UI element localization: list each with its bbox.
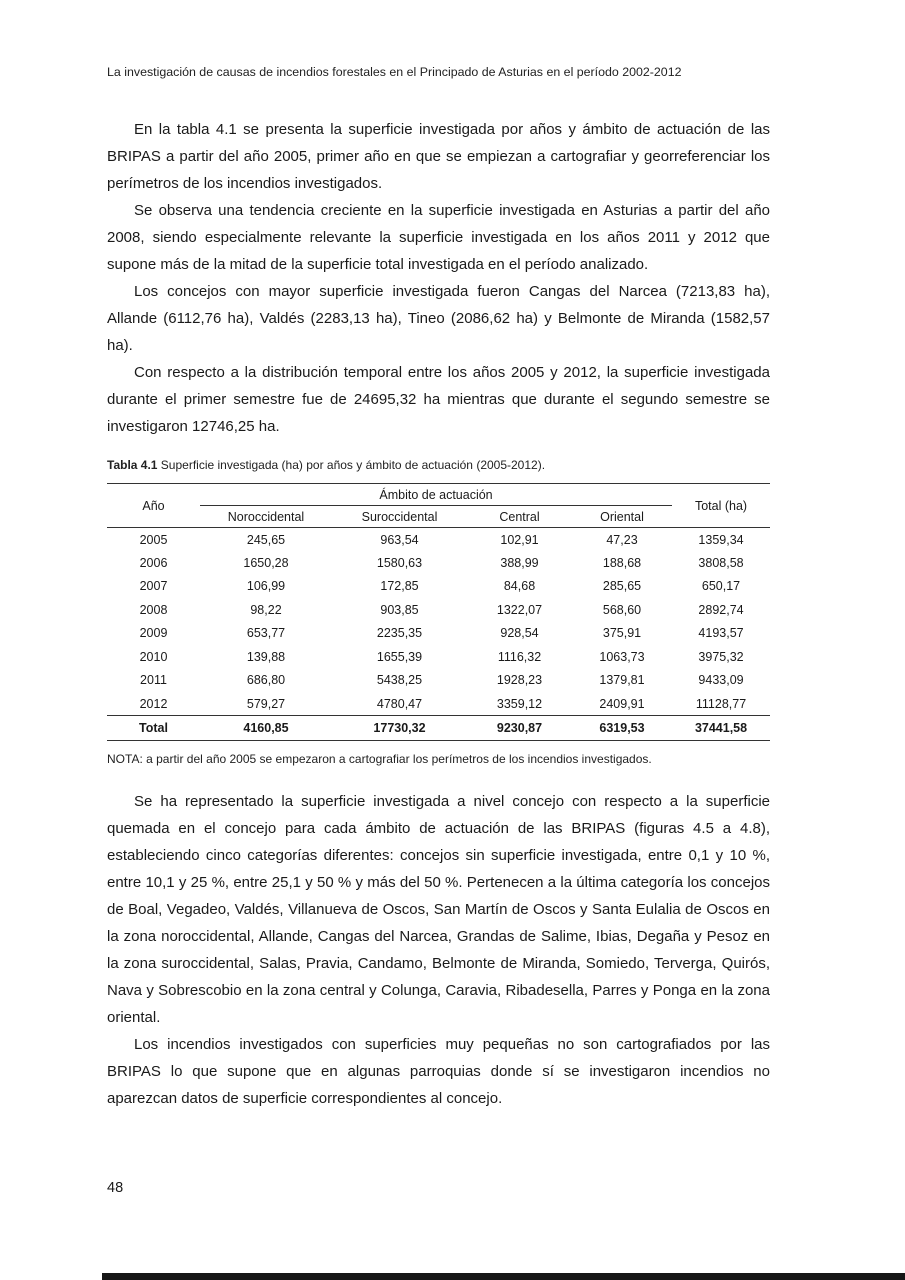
table-row bbox=[107, 551, 770, 575]
paragraph-4: Con respecto a la distribución temporal entre los años 2005 y 2012, la superficie investigada durante el primer semestre fue de 24695,32 ha mientras que durante el segundo semestre se investigaron 12746,25 ha. bbox=[107, 364, 770, 435]
col-header-noroccidental: Noroccidental bbox=[200, 506, 332, 528]
cell: 928,54 bbox=[500, 626, 539, 641]
table-total-row bbox=[107, 716, 770, 741]
table-row bbox=[107, 598, 770, 622]
col-header-total: Total (ha) bbox=[672, 484, 770, 528]
cell: 2235,35 bbox=[376, 626, 423, 641]
cell: 3975,32 bbox=[698, 649, 744, 664]
cell: 98,22 bbox=[250, 602, 282, 617]
cell: 4193,57 bbox=[698, 626, 744, 641]
table-row bbox=[107, 622, 770, 646]
total-cell: 17730,32 bbox=[332, 716, 467, 741]
cell: 172,85 bbox=[380, 579, 419, 594]
running-header: La investigación de causas de incendios forestales en el Principado de Asturias en el período 2002-2012 bbox=[107, 65, 682, 79]
next-page-edge bbox=[102, 1273, 905, 1280]
year-cell: 2010 bbox=[139, 649, 168, 664]
page-number: 48 bbox=[107, 1180, 124, 1196]
paragraph-2: Se observa una tendencia creciente en la superficie investigada en Asturias a partir del año 2008, siendo especialmente relevante la superficie investigada en los años 2011 y 2012 que supone más de la mitad de la superficie total investigada en el período analizado. bbox=[107, 202, 770, 273]
col-header-suroccidental: Suroccidental bbox=[332, 506, 467, 528]
total-label-cell: Total bbox=[107, 716, 200, 741]
cell: 1580,63 bbox=[376, 555, 423, 570]
paragraph-6: Los incendios investigados con superficies muy pequeñas no son cartografiados por las BRIPAS lo que supone que en algunas parroquias donde sí se investigaron incendios no aparezcan datos de superficie correspondientes al concejo. bbox=[107, 1036, 770, 1107]
cell: 3359,12 bbox=[496, 696, 543, 711]
cell: 1928,23 bbox=[496, 673, 543, 688]
cell: 11128,77 bbox=[695, 696, 747, 711]
cell: 106,99 bbox=[246, 579, 286, 594]
cell: 903,85 bbox=[380, 602, 419, 617]
cell: 650,17 bbox=[701, 579, 741, 594]
cell: 47,23 bbox=[606, 532, 638, 547]
cell: 1655,39 bbox=[376, 649, 423, 664]
cell: 5438,25 bbox=[376, 673, 423, 688]
page-content bbox=[107, 64, 770, 1112]
year-cell: 2012 bbox=[139, 696, 168, 711]
total-cell: 4160,85 bbox=[200, 716, 332, 741]
paragraph-1: En la tabla 4.1 se presenta la superficie investigada por años y ámbito de actuación de las BRIPAS a partir del año 2005, primer año en que se empiezan a cartografiar y georreferenciar los perímetros de los incendios investigados. bbox=[107, 121, 770, 192]
year-cell: 2011 bbox=[140, 673, 167, 688]
cell: 568,60 bbox=[602, 602, 642, 617]
cell: 388,99 bbox=[500, 555, 539, 570]
cell: 3808,58 bbox=[698, 555, 744, 570]
table-row bbox=[107, 692, 770, 716]
year-cell: 2007 bbox=[139, 579, 168, 594]
paragraph-5: Se ha representado la superficie investigada a nivel concejo con respecto a la superficie quemada en el concejo para cada ámbito de actuación de las BRIPAS (figuras 4.5 a 4.8), estableciendo cinco categorías diferentes: concejos sin superficie investigada, entre 0,1 y 10 %, entre 10,1 y 25 %, entre 25,1 y 50 % y más del 50 %. Pertenecen a la última categoría los concejos de Boal, Vegadeo, Valdés, Villanueva de Oscos, San Martín de Oscos y Santa Eulalia de Oscos en la zona noroccidental, Allande, Cangas del Narcea, Grandas de Salime, Ibias, Degaña y Pesoz en la zona suroccidental, Salas, Pravia, Candamo, Belmonte de Miranda, Somiedo, Terverga, Quirós, Nava y Sobrescobio en la zona central y Colunga, Caravia, Ribadesella, Parres y Ponga en la zona oriental. bbox=[107, 793, 770, 1026]
table-row bbox=[107, 669, 770, 693]
year-cell: 2006 bbox=[139, 555, 168, 570]
year-cell: 2005 bbox=[139, 532, 168, 547]
table-subheader-row bbox=[107, 506, 770, 528]
table-row bbox=[107, 575, 770, 599]
table-caption bbox=[107, 457, 770, 473]
total-cell: 6319,53 bbox=[572, 716, 672, 741]
cell: 4780,47 bbox=[376, 696, 423, 711]
cell: 1359,34 bbox=[698, 532, 744, 547]
col-header-year: Año bbox=[107, 484, 200, 528]
cell: 84,68 bbox=[503, 579, 536, 594]
cell: 139,88 bbox=[246, 649, 286, 664]
cell: 1650,28 bbox=[243, 555, 289, 570]
cell: 1116,32 bbox=[497, 649, 542, 664]
year-cell: 2008 bbox=[139, 602, 168, 617]
total-cell: 9230,87 bbox=[467, 716, 572, 741]
table-header-group-row bbox=[107, 484, 770, 506]
table-caption-label: Tabla 4.1 bbox=[107, 458, 158, 472]
cell: 245,65 bbox=[246, 532, 286, 547]
col-header-oriental: Oriental bbox=[572, 506, 672, 528]
cell: 285,65 bbox=[602, 579, 642, 594]
cell: 1322,07 bbox=[496, 602, 543, 617]
col-header-ambito: Ámbito de actuación bbox=[200, 484, 672, 506]
cell: 2409,91 bbox=[599, 696, 645, 711]
year-cell: 2009 bbox=[139, 626, 168, 641]
table-row bbox=[107, 645, 770, 669]
total-cell: 37441,58 bbox=[672, 716, 770, 741]
cell: 2892,74 bbox=[698, 602, 744, 617]
cell: 188,68 bbox=[602, 555, 642, 570]
cell: 653,77 bbox=[246, 626, 286, 641]
cell: 686,80 bbox=[246, 673, 286, 688]
paragraph-3: Los concejos con mayor superficie investigada fueron Cangas del Narcea (7213,83 ha), Allande (6112,76 ha), Valdés (2283,13 ha), Tineo (2086,62 ha) y Belmonte de Miranda (1582,57 ha). bbox=[107, 283, 770, 354]
cell: 9433,09 bbox=[698, 673, 744, 688]
col-header-central: Central bbox=[467, 506, 572, 528]
table-row bbox=[107, 528, 770, 552]
cell: 579,27 bbox=[246, 696, 286, 711]
cell: 102,91 bbox=[500, 532, 539, 547]
superficie-investigada-table bbox=[107, 483, 770, 741]
cell: 1379,81 bbox=[599, 673, 645, 688]
cell: 963,54 bbox=[380, 532, 419, 547]
cell: 375,91 bbox=[602, 626, 642, 641]
table-caption-text: Superficie investigada (ha) por años y ámbito de actuación (2005-2012). bbox=[157, 458, 546, 472]
cell: 1063,73 bbox=[599, 649, 645, 664]
table-note: NOTA: a partir del año 2005 se empezaron a cartografiar los perímetros de los incendios investigados. bbox=[107, 752, 652, 766]
